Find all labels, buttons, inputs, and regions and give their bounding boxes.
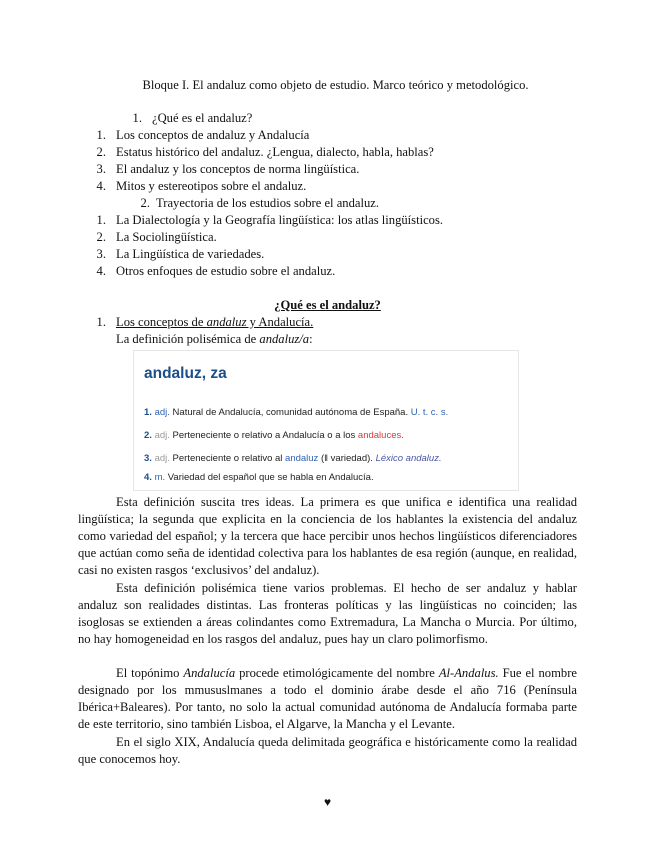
toc-item: 4. Mitos y estereotipos sobre el andaluz. [96, 179, 307, 193]
dictionary-headword: andaluz, za [144, 365, 227, 382]
toc-item: 1. La Dialectología y la Geografía lingüística: los atlas lingüísticos. [96, 213, 444, 227]
dictionary-sense: 4. m. Variedad del español que se habla en Andalucía. [144, 472, 374, 483]
toc-item: 1. Los conceptos de andaluz y Andalucía [96, 128, 310, 142]
dictionary-sense: 3. adj. Perteneciente o relativo al andaluz (‖ variedad). Léxico andaluz. [144, 453, 442, 464]
block-header: Bloque I. El andaluz como objeto de estudio. Marco teórico y metodológico. [142, 78, 529, 92]
toc-item: 2. La Sociolingüística. [96, 230, 217, 244]
dictionary-entry-box [133, 350, 519, 491]
dictionary-sense: 2. adj. Perteneciente o relativo a Andalucía o a los andaluces. [144, 430, 404, 441]
toc-section-2: 2. Trayectoria de los estudios sobre el andaluz. [140, 196, 380, 210]
paragraph: En el siglo XIX, Andalucía queda delimitada geográfica e históricamente como la realidad que conocemos hoy. [78, 735, 577, 766]
toc-item: 3. La Lingüística de variedades. [96, 247, 265, 261]
subsection-heading: 1. Los conceptos de andaluz y Andalucía. [96, 315, 314, 329]
definition-intro: La definición polisémica de andaluz/a: [116, 332, 313, 346]
toc-item: 3. El andaluz y los conceptos de norma lingüística. [96, 162, 360, 176]
heart-icon: ♥ [323, 795, 332, 809]
toc-section-1: 1. ¿Qué es el andaluz? [132, 111, 253, 125]
dictionary-sense: 1. adj. Natural de Andalucía, comunidad autónoma de España. U. t. c. s. [144, 407, 449, 418]
toc-item: 2. Estatus histórico del andaluz. ¿Lengua, dialecto, habla, hablas? [96, 145, 434, 159]
paragraph: Esta definición suscita tres ideas. La primera es que unifica e identifica una realidad lingüística; la segunda que explicita en la conciencia de los hablantes la existencia del andaluz como variedad del español; y la tercera que hace percibir unos hechos lingüísticos diferenciadores que actúan como seña de identidad colectiva para los hablantes de esa región (aunque, en realidad, casi no existen rasgos ‘exclusivos’ del andaluz). [78, 495, 577, 577]
paragraph: El topónimo Andalucía procede etimológicamente del nombre Al-Andalus. Fue el nombre designado por los mmususlmanes a todo el dominio árabe desde el año 716 (Península Ibérica+Baleares). Por tanto, no solo la actual comunidad autónoma de Andalucía formaba parte de este territorio, sino también Lisboa, el Algarve, la Mancha y el Levante. [78, 666, 577, 731]
toc-item: 4. Otros enfoques de estudio sobre el andaluz. [96, 264, 336, 278]
paragraph: Esta definición polisémica tiene varios problemas. El hecho de ser andaluz y hablar andaluz son realidades distintas. Las fronteras políticas y las lingüísticas no coinciden; las isoglosas se extienden a áreas colindantes como Extremadura, La Mancha o Murcia. Por último, no hay homogeneidad en los rasgos del andaluz, pues hay un claro polimorfismo. [78, 581, 577, 646]
section-title: ¿Qué es el andaluz? [274, 298, 381, 312]
